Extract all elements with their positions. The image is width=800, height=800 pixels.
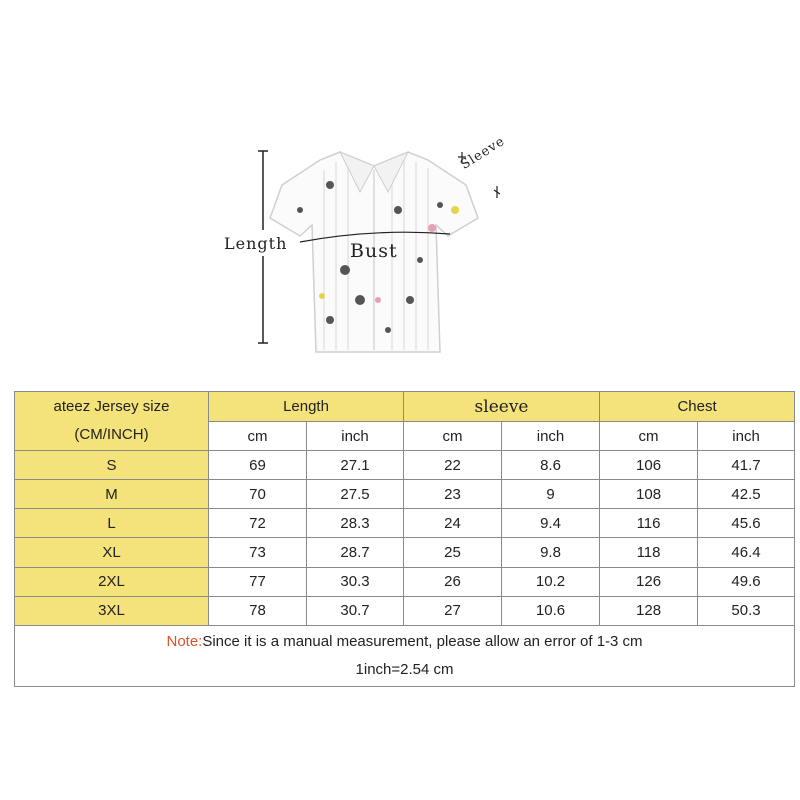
- table-cell: 41.7: [698, 451, 795, 480]
- table-cell: 72: [209, 509, 307, 538]
- table-cell: 128: [600, 596, 698, 625]
- table-cell: 8.6: [502, 451, 600, 480]
- corner-header: [15, 392, 209, 451]
- table-cell: 23: [404, 480, 502, 509]
- table-cell: 10.6: [502, 596, 600, 625]
- table-cell: 27.5: [307, 480, 404, 509]
- table-cell: 25: [404, 538, 502, 567]
- corner-units: (CM/INCH): [74, 426, 149, 444]
- shirt-illustration: [0, 0, 800, 380]
- note-text: Since it is a manual measurement, please allow an error of 1-3 cm: [202, 632, 643, 650]
- table-cell: 30.7: [307, 596, 404, 625]
- group-header-chest: Chest: [600, 392, 795, 422]
- length-label: Length: [224, 234, 288, 253]
- note-cell: [15, 625, 795, 686]
- size-cell: XL: [15, 538, 209, 567]
- unit-header: cm: [404, 422, 502, 451]
- table-cell: 50.3: [698, 596, 795, 625]
- bust-label: Bust: [350, 240, 398, 262]
- table-row: [15, 538, 795, 567]
- group-header-sleeve: sleeve: [404, 392, 600, 422]
- table-cell: 26: [404, 567, 502, 596]
- table-row: [15, 451, 795, 480]
- table-cell: 24: [404, 509, 502, 538]
- size-cell: S: [15, 451, 209, 480]
- table-row: [15, 480, 795, 509]
- table-cell: 116: [600, 509, 698, 538]
- table-cell: 70: [209, 480, 307, 509]
- size-cell: 2XL: [15, 567, 209, 596]
- table-row: [15, 509, 795, 538]
- size-chart-table: [14, 391, 795, 687]
- table-cell: 73: [209, 538, 307, 567]
- table-cell: 46.4: [698, 538, 795, 567]
- table-cell: 30.3: [307, 567, 404, 596]
- corner-title: ateez Jersey size: [53, 398, 170, 416]
- table-header-row: [15, 392, 795, 422]
- size-cell: L: [15, 509, 209, 538]
- unit-header: inch: [698, 422, 795, 451]
- measurement-note: [15, 628, 794, 656]
- group-header-length: Length: [209, 392, 404, 422]
- unit-header: cm: [600, 422, 698, 451]
- table-cell: 77: [209, 567, 307, 596]
- table-cell: 69: [209, 451, 307, 480]
- table-row: [15, 596, 795, 625]
- table-row: [15, 567, 795, 596]
- table-cell: 108: [600, 480, 698, 509]
- size-cell: M: [15, 480, 209, 509]
- table-cell: 27: [404, 596, 502, 625]
- unit-header: cm: [209, 422, 307, 451]
- table-cell: 126: [600, 567, 698, 596]
- table-cell: 106: [600, 451, 698, 480]
- table-cell: 42.5: [698, 480, 795, 509]
- note-row: [15, 625, 795, 686]
- sleeve-label: Sleeve: [458, 133, 508, 173]
- table-cell: 118: [600, 538, 698, 567]
- note-label: Note:: [166, 632, 203, 650]
- table-cell: 22: [404, 451, 502, 480]
- table-cell: 45.6: [698, 509, 795, 538]
- unit-header: inch: [502, 422, 600, 451]
- size-cell: 3XL: [15, 596, 209, 625]
- shirt-diagram: [0, 0, 800, 380]
- conversion-note: 1inch=2.54 cm: [355, 660, 454, 678]
- table-cell: 9: [502, 480, 600, 509]
- table-cell: 10.2: [502, 567, 600, 596]
- table-cell: 9.8: [502, 538, 600, 567]
- table-cell: 78: [209, 596, 307, 625]
- table-cell: 49.6: [698, 567, 795, 596]
- table-cell: 9.4: [502, 509, 600, 538]
- table-cell: 27.1: [307, 451, 404, 480]
- table-cell: 28.7: [307, 538, 404, 567]
- unit-header: inch: [307, 422, 404, 451]
- table-cell: 28.3: [307, 509, 404, 538]
